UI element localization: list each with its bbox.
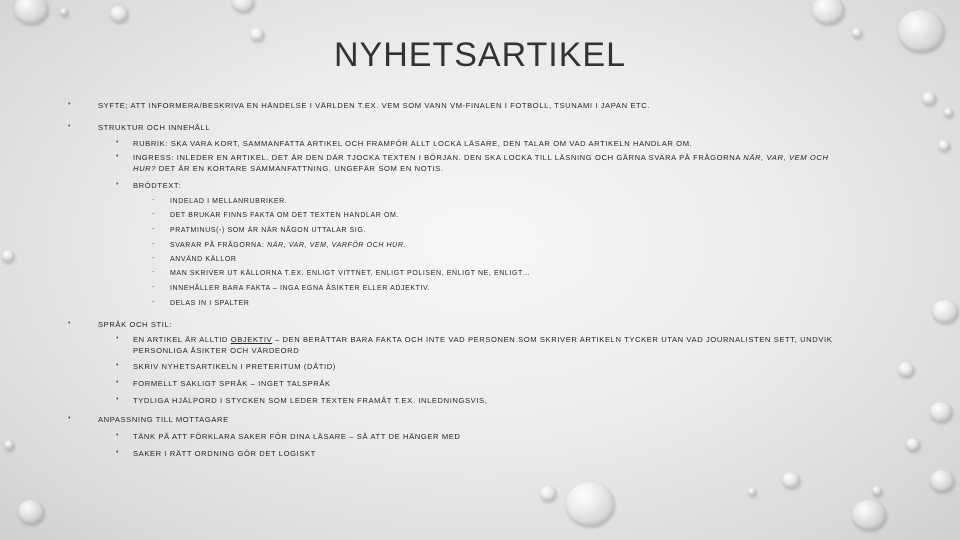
dash-icon: - (152, 211, 155, 218)
water-drop-decoration (748, 488, 756, 496)
bullet-icon: • (116, 396, 119, 403)
dash-icon: - (152, 241, 155, 248)
bullet-icon: • (116, 362, 119, 369)
water-drop-decoration (110, 6, 128, 22)
water-drop-decoration (232, 0, 254, 12)
ingress-text-b: DET ÄR EN KORTARE SAMMANFATTNING. UNGEFÄR SOM EN NOTIS. (156, 164, 444, 173)
water-drop-decoration (944, 108, 953, 117)
water-drop-decoration (566, 482, 614, 526)
language-item: FORMELLT SAKLIGT SPRÅK – INGET TALSPRÅK (133, 379, 331, 388)
water-drop-decoration (782, 472, 800, 488)
bullet-icon: • (116, 449, 119, 456)
bullet-icon: • (116, 335, 119, 342)
water-drop-decoration (922, 92, 936, 105)
language-heading: SPRÅK OCH STIL: (98, 320, 172, 329)
brodtext-item: INDELAD I MELLANRUBRIKER. (170, 198, 288, 205)
objektiv-term: OBJEKTIV (230, 335, 273, 344)
bullet-icon: • (68, 123, 71, 130)
brodtext-item: PRATMINUS(-) SOM ÄR NÄR NÅGON UTTALAR SIG. (170, 227, 367, 234)
brodtext-item: DELAS IN I SPALTER (170, 300, 250, 307)
purpose-text: SYFTE; ATT INFORMERA/BESKRIVA EN HÄNDELSE I VÄRLDEN T.EX. VEM SOM VANN VM-FINALEN I FOTBOLL, TSUNAMI I JAPAN ETC. (98, 101, 651, 110)
ingress-questions: NÄR, VAR, VEM OCH (743, 153, 829, 162)
dash-icon: - (152, 299, 155, 306)
water-drop-decoration (930, 470, 954, 492)
brodtext-item (170, 240, 406, 251)
brodtext-questions: NÄR, VAR, VEM, VARFÖR OCH HUR. (267, 242, 407, 249)
rubrik-text: RUBRIK: SKA VARA KORT, SAMMANFATTA ARTIKEL OCH FRAMFÖR ALLT LOCKA LÄSARE, DEN TALAR OM VAD ARTIKELN HANDLAR OM. (133, 139, 693, 148)
bullet-icon: • (116, 379, 119, 386)
brodtext-item: DET BRUKAR FINNS FAKTA OM DET TEXTEN HANDLAR OM. (170, 212, 399, 219)
water-drop-decoration (852, 500, 886, 530)
water-drop-decoration (930, 402, 952, 422)
water-drop-decoration (872, 486, 882, 496)
dash-icon: - (152, 197, 155, 204)
language-item-line1 (133, 334, 832, 345)
dash-icon: - (152, 269, 155, 276)
language-item: SKRIV NYHETSARTIKELN I PRETERITUM (DÅTID) (133, 362, 336, 371)
audience-heading: ANPASSNING TILL MOTTAGARE (98, 415, 229, 424)
ingress-hur: HUR? (133, 164, 157, 173)
water-drop-decoration (812, 0, 844, 24)
slide-title: NYHETSARTIKEL (333, 36, 626, 74)
water-drop-decoration (2, 250, 14, 262)
brodtext-questions-label: SVARAR PÅ FRÅGORNA: (170, 242, 268, 249)
structure-heading: STRUKTUR OCH INNEHÅLL (98, 123, 211, 132)
language-item-a: EN ARTIKEL ÄR ALLTID (133, 335, 231, 344)
water-drop-decoration (932, 300, 958, 323)
water-drop-decoration (60, 8, 68, 16)
brodtext-heading: BRÖDTEXT: (133, 181, 182, 190)
water-drop-decoration (898, 362, 914, 377)
ingress-text-a: INGRESS: INLEDER EN ARTIKEL. DET ÄR DEN DÄR TJOCKA TEXTEN I BÖRJAN. DEN SKA LOCKA TILL LÄSNING OCH GÄRNA SVARA PÅ FRÅGORNA (133, 153, 744, 162)
bullet-icon: • (116, 432, 119, 439)
bullet-icon: • (116, 153, 119, 160)
bullet-icon: • (68, 415, 71, 422)
language-item: TYDLIGA HJÄLPORD I STYCKEN SOM LEDER TEXTEN FRAMÅT T.EX. INLEDNINGSVIS, (133, 396, 488, 405)
audience-item: TÄNK PÅ ATT FÖRKLARA SAKER FÖR DINA LÄSARE – SÅ ATT DE HÄNGER MED (133, 432, 461, 441)
bullet-icon: • (116, 139, 119, 146)
brodtext-item: ANVÄND KÄLLOR (170, 256, 237, 263)
dash-icon: - (152, 255, 155, 262)
water-drop-decoration (938, 140, 950, 151)
water-drop-decoration (906, 438, 920, 451)
ingress-text-line2 (133, 163, 444, 174)
water-drop-decoration (540, 486, 556, 501)
bullet-icon: • (68, 101, 71, 108)
water-drop-decoration (4, 440, 14, 450)
language-item-c: – DEN BERÄTTAR BARA FAKTA OCH INTE VAD PERSONEN SOM SKRIVER ARTIKELN TYCKER UTAN VAD JOURNALISTEN SETT, UNDVIK (272, 335, 833, 344)
bullet-icon: • (68, 320, 71, 327)
brodtext-item: MAN SKRIVER UT KÄLLORNA T.EX. ENLIGT VITTNET, ENLIGT POLISEN, ENLIGT NE, ENLIGT… (170, 270, 531, 277)
water-drop-decoration (18, 500, 44, 524)
bullet-icon: • (116, 181, 119, 188)
ingress-text-line1 (133, 152, 829, 163)
brodtext-item: INNEHÅLLER BARA FAKTA – INGA EGNA ÅSIKTER ELLER ADJEKTIV. (170, 285, 431, 292)
water-drop-decoration (14, 0, 48, 24)
dash-icon: - (152, 284, 155, 291)
dash-icon: - (152, 226, 155, 233)
language-item-line2: PERSONLIGA ÅSIKTER OCH VÄRDEORD (133, 346, 300, 355)
audience-item: SAKER I RÄTT ORDNING GÖR DET LOGISKT (133, 449, 316, 458)
